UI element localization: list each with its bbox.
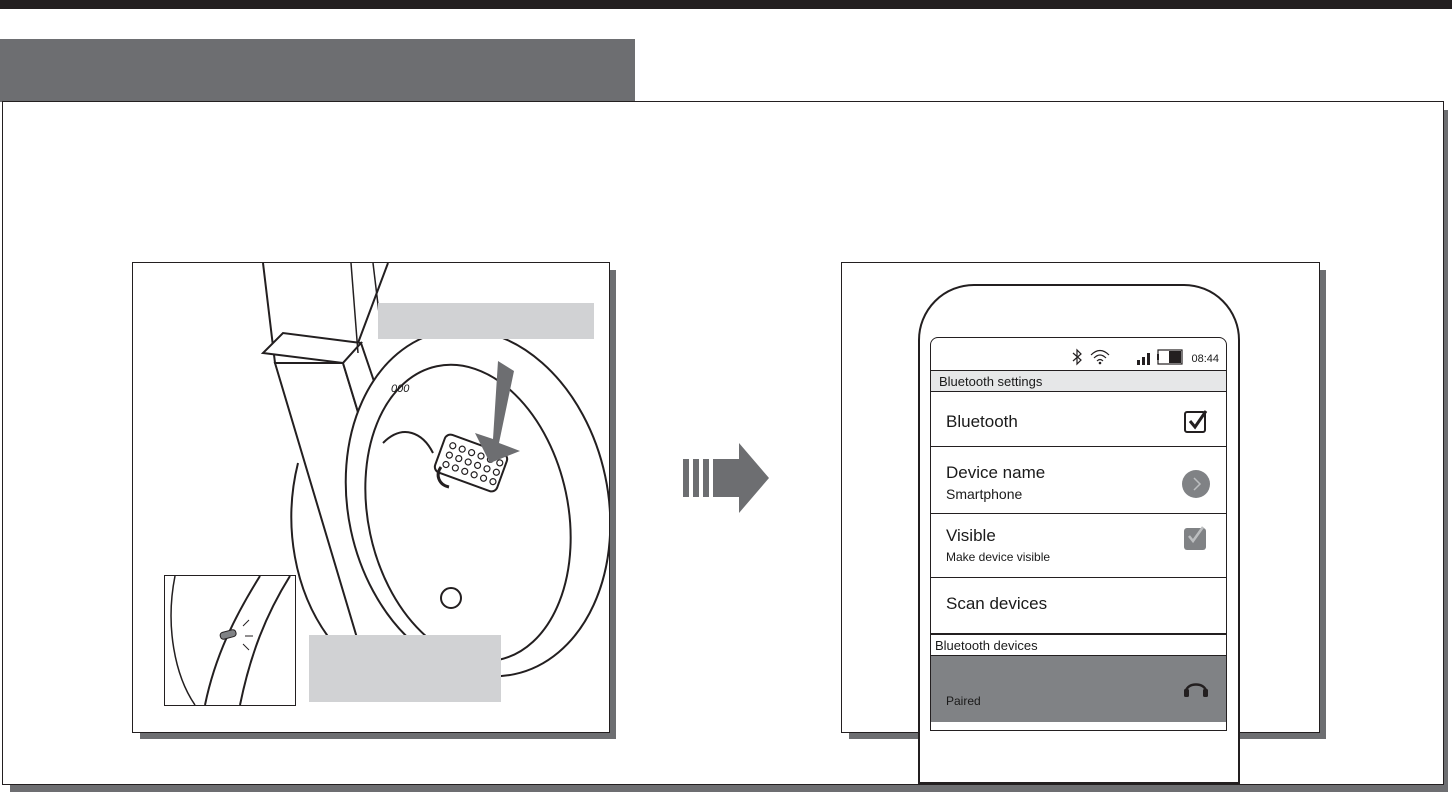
setting-row-title: Bluetooth (946, 412, 1018, 431)
top-bar (0, 0, 1452, 9)
status-clock: 08:44 (1191, 353, 1219, 365)
bluetooth-icon (1071, 348, 1083, 366)
setting-row-title: Scan devices (946, 594, 1048, 613)
checkbox-checked-icon[interactable] (1184, 528, 1206, 550)
callout-led (309, 635, 501, 702)
paired-label: Paired (946, 694, 981, 708)
chevron-right-icon[interactable] (1182, 470, 1210, 498)
wifi-icon (1089, 349, 1111, 365)
next-step-arrow-icon (683, 443, 769, 513)
setting-row-subtitle: Make device visible (946, 550, 1051, 564)
bluetooth-settings-header: Bluetooth settings (931, 370, 1226, 392)
led-inset (164, 575, 296, 706)
led-inset-illustration (165, 576, 295, 705)
setting-row-subtitle: Smartphone (946, 486, 1023, 502)
phone-screen (930, 337, 1227, 731)
chevron-glyph (1182, 470, 1210, 498)
setting-row-bluetooth[interactable] (931, 392, 1226, 447)
signal-icon (1137, 351, 1153, 365)
paired-device-row[interactable] (931, 656, 1226, 722)
callout-button (378, 303, 594, 339)
setting-row-visible[interactable] (931, 514, 1226, 578)
check-mark-icon (1184, 407, 1210, 433)
status-bar (931, 338, 1226, 370)
setting-row-title: Visible (946, 526, 996, 545)
checkbox-checked-icon[interactable] (1184, 411, 1206, 433)
headphones-icon (1183, 676, 1209, 698)
headset-panel (132, 262, 610, 733)
cup-marking: 000 (391, 383, 410, 395)
bluetooth-devices-header: Bluetooth devices (931, 634, 1226, 656)
setting-row-scan-devices[interactable] (931, 578, 1226, 634)
battery-icon (1157, 349, 1185, 365)
setting-row-title: Device name (946, 463, 1046, 482)
check-mark-icon (1182, 522, 1208, 548)
title-tab (0, 39, 635, 102)
setting-row-device-name[interactable] (931, 447, 1226, 514)
